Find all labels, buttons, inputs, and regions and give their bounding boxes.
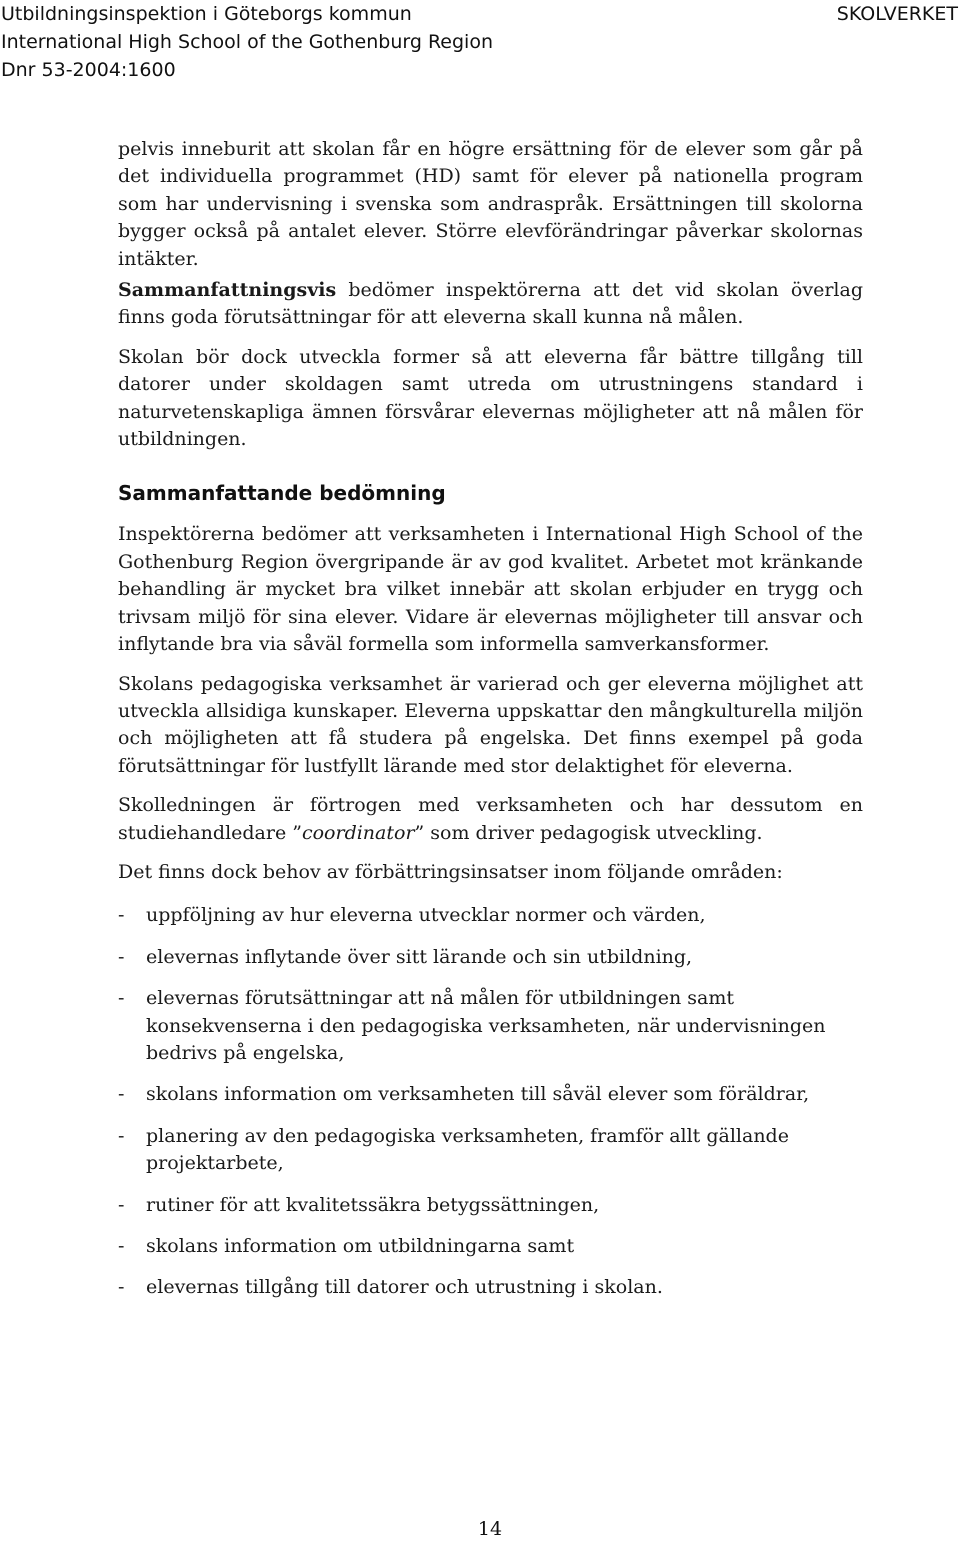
paragraph-improvement-intro: Det finns dock behov av förbättringsinsatser inom följande områden:	[118, 860, 783, 883]
summary-text: bedömer inspektörerna att det vid skolan överlag finns goda förutsättningar för att eleverna skall kunna nå målen.	[118, 279, 863, 329]
list-item-text: elevernas inflytande över sitt lärande och sin utbildning,	[146, 945, 693, 968]
list-item-text: elevernas tillgång till datorer och utrustning i skolan.	[146, 1276, 663, 1299]
list-dash: -	[118, 987, 125, 1010]
paragraph-leadership	[118, 792, 863, 847]
summary-lead: Sammanfattningsvis	[118, 279, 337, 302]
paragraph-recommendation: Skolan bör dock utveckla former så att eleverna får bättre tillgång till datorer under skoldagen samt utreda om utrustningens standard i naturvetenskapliga ämnen försvårar elevernas möjligheter att nå målen för utbildningen.	[118, 345, 863, 451]
list-dash: -	[118, 1083, 125, 1106]
list-dash: -	[118, 1235, 125, 1257]
list-dash: -	[118, 1193, 125, 1216]
list-dash: -	[118, 1276, 125, 1299]
list-item-text: uppföljning av hur eleverna utvecklar normer och värden,	[146, 904, 706, 927]
list-item	[118, 902, 863, 929]
header-case-number: Dnr 53-2004:1600	[1, 59, 176, 81]
paragraph-assessment: Inspektörerna bedömer att verksamheten i International High School of the Gothenburg Region övergripande är av god kvalitet. Arbetet mot kränkande behandling är mycket bra vilket innebär att skolan erbjuder en trygg och trivsam miljö för sina elever. Vidare är elevernas möjligheter till ansvar och inflytande bra via såväl formella som informella samverkansformer.	[118, 523, 863, 656]
header-brand: SKOLVERKET	[836, 3, 958, 25]
list-dash: -	[118, 1124, 125, 1147]
leadership-coordinator: coordinator	[301, 821, 415, 844]
section-heading: Sammanfattande bedömning	[118, 481, 446, 506]
document-body	[118, 136, 863, 1316]
list-dash: -	[118, 945, 125, 968]
paragraph-pedagogy: Skolans pedagogiska verksamhet är varierad och ger eleverna möjlighet att utveckla allsidiga kunskaper. Eleverna uppskattar den mångkulturella miljön och möjligheten att få studera på engelska. Det finns exempel på goda förutsättningar för lustfyllt lärande med stor delaktighet för eleverna.	[118, 672, 863, 777]
list-dash: -	[118, 904, 125, 927]
leadership-text-b: ” som driver pedagogisk utveckling.	[414, 821, 763, 844]
list-item-text: planering av den pedagogiska verksamheten, framför allt gällande projektarbete,	[146, 1124, 789, 1175]
list-item	[118, 1123, 863, 1178]
list-item	[118, 1081, 863, 1108]
list-item	[118, 985, 863, 1067]
leadership-text-a: Skolledningen är förtrogen med verksamheten och har dessutom en studiehandledare ”	[118, 794, 863, 844]
list-item	[118, 1233, 863, 1260]
list-item-text: skolans information om verksamheten till såväl elever som föräldrar,	[146, 1083, 810, 1106]
list-item-text: elevernas förutsättningar att nå målen för utbildningen samt konsekvenserna i den pedagogiska verksamheten, när undervisningen bedrivs på engelska,	[146, 987, 826, 1064]
paragraph-summary	[118, 277, 863, 332]
page-number: 14	[477, 1518, 503, 1540]
list-item	[118, 944, 863, 971]
paragraph-funding: pelvis inneburit att skolan får en högre ersättning för de elever som går på det individuella programmet (HD) samt för elever på nationella program som har undervisning i svenska som andraspråk. Ersättningen till skolorna bygger också på antalet elever. Större elevförändringar påverkar skolornas intäkter.	[118, 138, 863, 270]
header-school-name: International High School of the Gothenburg Region	[1, 31, 493, 53]
header-organization: Utbildningsinspektion i Göteborgs kommun	[1, 3, 412, 25]
improvement-list	[118, 902, 863, 1301]
list-item	[118, 1274, 863, 1301]
list-item-text: rutiner för att kvalitetssäkra betygssättningen,	[146, 1193, 600, 1216]
list-item-text: skolans information om utbildningarna samt	[146, 1235, 575, 1257]
list-item	[118, 1192, 863, 1219]
